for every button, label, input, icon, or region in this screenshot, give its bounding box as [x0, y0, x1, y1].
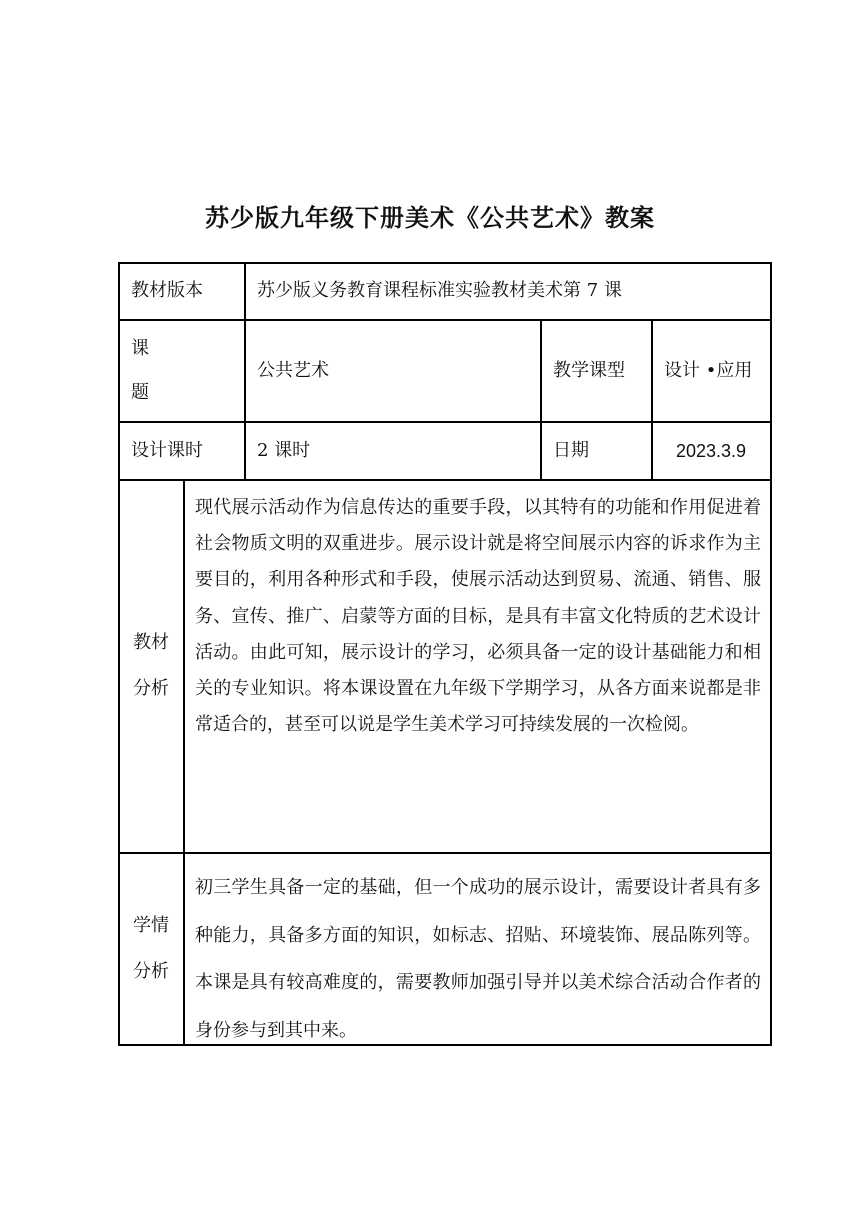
date-label: 日期	[553, 439, 589, 461]
material-analysis-label: 教材分析	[133, 632, 169, 699]
page-title: 苏少版九年级下册美术《公共艺术》教案	[205, 204, 655, 232]
lesson-type-value: 设计 •应用	[664, 359, 753, 381]
edition-label: 教材版本	[131, 280, 203, 301]
hours-label: 设计课时	[131, 439, 203, 461]
lesson-type-label: 教学课型	[553, 359, 625, 381]
edition-value: 苏少版义务教育课程标准实验教材美术第 7 课	[257, 280, 622, 301]
student-analysis-text: 初三学生具备一定的基础，但一个成功的展示设计，需要设计者具有多种能力，具备多方面的知识，如标志、招贴、环境装饰、展品陈列等。本课是具有较高难度的，需要教师加强引导并以美术综合活动合作者的身份参与到其中来。	[195, 877, 761, 1041]
table-border-right	[770, 262, 772, 1046]
date-value: 2023.3.9	[675, 440, 747, 461]
topic-label-line1: 课	[131, 337, 149, 359]
topic-label	[119, 320, 244, 421]
topic-value: 公共艺术	[257, 359, 329, 381]
hours-value: 2 课时	[257, 439, 311, 461]
student-analysis-label: 学情分析	[133, 914, 169, 982]
topic-label-line2: 题	[131, 381, 149, 403]
material-analysis-text: 现代展示活动作为信息传达的重要手段，以其特有的功能和作用促进着社会物质文明的双重进步。展示设计就是将空间展示内容的诉求作为主要目的，利用各种形式和手段，使展示活动达到贸易、流通、销售、服务、宣传、推广、启蒙等方面的目标，是具有丰富文化特质的艺术设计活动。由此可知，展示设计的学习，必须具备一定的设计基础能力和相关的专业知识。将本课设置在九年级下学期学习，从各方面来说都是非常适合的，甚至可以说是学生美术学习可持续发展的一次检阅。	[195, 497, 761, 736]
